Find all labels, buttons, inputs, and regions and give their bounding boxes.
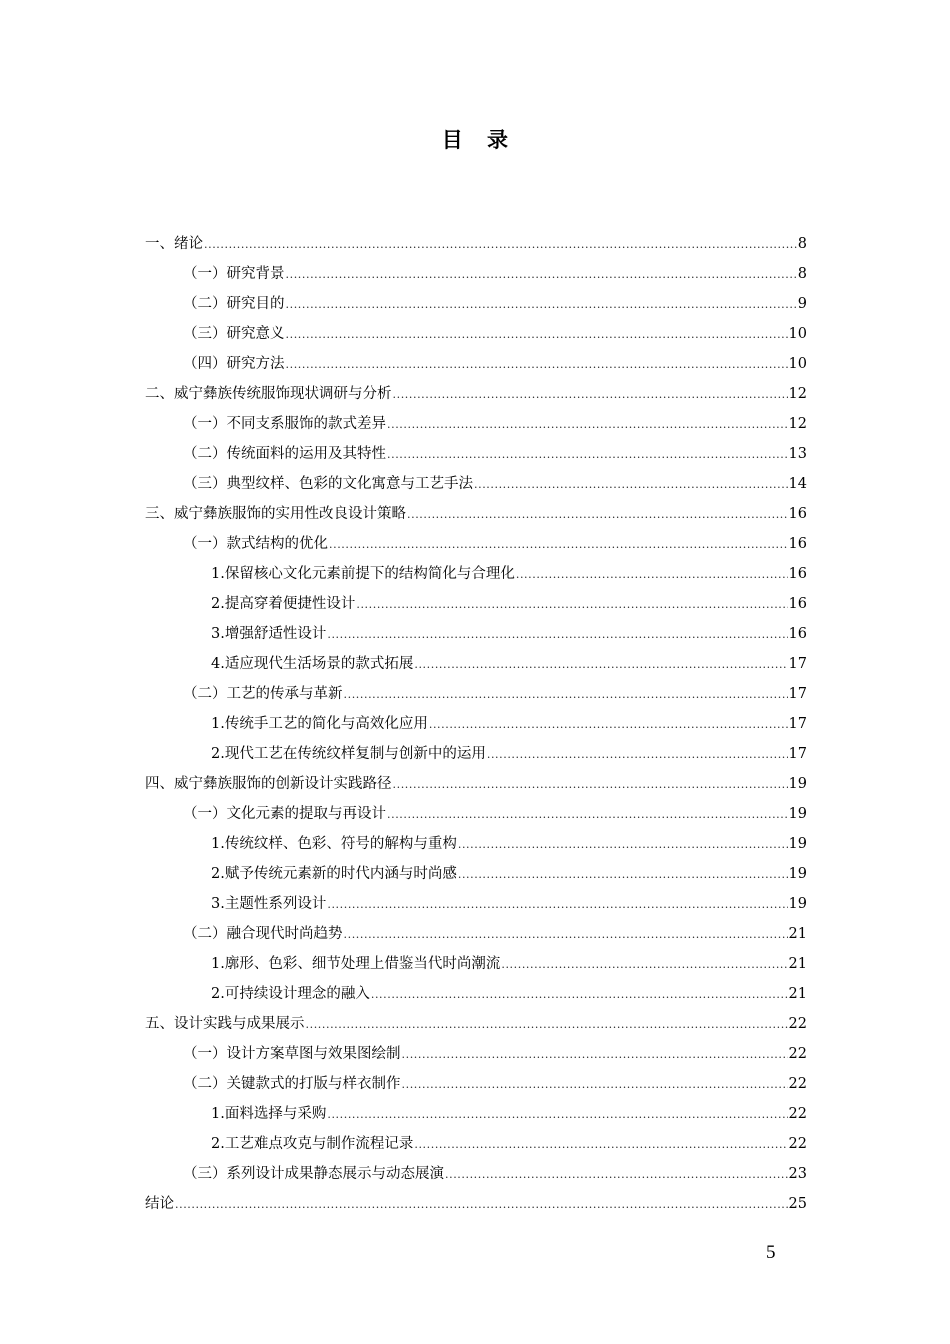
toc-entry[interactable] [145,1039,807,1069]
toc-entry-page: 19 [788,806,807,822]
toc-entry-label: 2.提高穿着便捷性设计 [211,596,356,612]
toc-entry-page: 9 [797,296,807,312]
toc-entry-label: 3.增强舒适性设计 [211,626,327,642]
toc-entry[interactable] [145,649,807,679]
toc-entry[interactable] [145,1189,807,1219]
toc-leader-dots [407,500,788,530]
toc-leader-dots [458,860,788,890]
toc-entry[interactable] [145,319,807,349]
toc-leader-dots [414,1130,787,1160]
toc-entry[interactable] [145,859,807,889]
toc-entry-page: 22 [788,1016,807,1032]
toc-entry-label: （二）研究目的 [183,296,285,312]
toc-entry-page: 17 [788,686,807,702]
toc-entry-label: 三、威宁彝族服饰的实用性改良设计策略 [145,506,406,522]
title-char-1: 目 [441,128,463,152]
toc-entry[interactable] [145,829,807,859]
toc-leader-dots [175,1190,788,1220]
toc-entry-label: （一）款式结构的优化 [183,536,328,552]
toc-leader-dots [356,590,787,620]
toc-entry-page: 19 [788,776,807,792]
toc-leader-dots [327,890,787,920]
toc-entry-page: 22 [788,1106,807,1122]
toc-entry-page: 17 [788,746,807,762]
toc-entry-label: （二）融合现代时尚趋势 [183,926,343,942]
toc-leader-dots [402,1070,788,1100]
toc-entry-page: 21 [788,926,807,942]
toc-entry-label: （一）文化元素的提取与再设计 [183,806,386,822]
toc-entry-label: （一）不同支系服饰的款式差异 [183,416,386,432]
toc-entry[interactable] [145,1009,807,1039]
toc-entry-page: 10 [788,326,807,342]
toc-entry-page: 12 [788,386,807,402]
toc-entry-label: （四）研究方法 [183,356,285,372]
toc-leader-dots [286,320,788,350]
toc-leader-dots [327,620,787,650]
toc-entry-page: 16 [788,536,807,552]
toc-entry-page: 10 [788,356,807,372]
toc-entry-label: （二）传统面料的运用及其特性 [183,446,386,462]
toc-leader-dots [487,740,788,770]
page-number: 5 [766,1242,776,1263]
toc-entry-label: 3.主题性系列设计 [211,896,327,912]
toc-entry[interactable] [145,1159,807,1189]
toc-entry[interactable] [145,349,807,379]
toc-entry[interactable] [145,799,807,829]
toc-entry-page: 22 [788,1046,807,1062]
toc-leader-dots [286,350,788,380]
toc-entry-page: 21 [788,956,807,972]
toc-leader-dots [402,1040,788,1070]
toc-entry[interactable] [145,499,807,529]
toc-entry-label: （二）工艺的传承与革新 [183,686,343,702]
toc-leader-dots [329,530,788,560]
toc-leader-dots [393,380,788,410]
toc-entry[interactable] [145,259,807,289]
toc-entry-page: 16 [788,596,807,612]
toc-leader-dots [327,1100,787,1130]
toc-entry[interactable] [145,529,807,559]
toc-leader-dots [393,770,788,800]
toc-leader-dots [371,980,788,1010]
toc-entry-page: 21 [788,986,807,1002]
toc-entry-label: （一）设计方案草图与效果图绘制 [183,1046,401,1062]
toc-entry[interactable] [145,889,807,919]
toc-entry-page: 16 [788,506,807,522]
title-char-2: 录 [487,128,509,152]
toc-entry-page: 8 [797,236,807,252]
toc-entry-label: （三）研究意义 [183,326,285,342]
toc-entry[interactable] [145,229,807,259]
toc-entry-page: 25 [788,1196,807,1212]
toc-entry-page: 12 [788,416,807,432]
toc-entry[interactable] [145,379,807,409]
toc-entry-page: 17 [788,716,807,732]
toc-entry-label: 1.廓形、色彩、细节处理上借鉴当代时尚潮流 [211,956,501,972]
toc-entry[interactable] [145,439,807,469]
toc-leader-dots [387,410,788,440]
toc-leader-dots [286,290,797,320]
toc-entry[interactable] [145,679,807,709]
toc-leader-dots [445,1160,788,1190]
toc-entry-page: 22 [788,1136,807,1152]
toc-entry-page: 19 [788,896,807,912]
toc-entry-page: 16 [788,626,807,642]
toc-entry[interactable] [145,709,807,739]
toc-leader-dots [387,440,788,470]
toc-entry[interactable] [145,469,807,499]
toc-leader-dots [306,1010,788,1040]
toc-entry-label: 五、设计实践与成果展示 [145,1016,305,1032]
toc-leader-dots [429,710,788,740]
toc-leader-dots [286,260,797,290]
toc-leader-dots [204,230,797,260]
toc-entry-label: 4.适应现代生活场景的款式拓展 [211,656,414,672]
toc-entry[interactable] [145,769,807,799]
table-of-contents [145,229,807,1219]
toc-entry-label: （三）典型纹样、色彩的文化寓意与工艺手法 [183,476,473,492]
toc-entry[interactable] [145,919,807,949]
toc-entry-page: 16 [788,566,807,582]
toc-entry-page: 22 [788,1076,807,1092]
toc-entry-page: 19 [788,836,807,852]
toc-leader-dots [474,470,788,500]
page-title [0,124,950,154]
toc-entry-label: 1.传统手工艺的简化与高效化应用 [211,716,428,732]
toc-leader-dots [344,920,788,950]
toc-leader-dots [501,950,787,980]
toc-leader-dots [458,830,788,860]
toc-entry-label: 结论 [145,1196,174,1212]
toc-entry-label: 1.传统纹样、色彩、符号的解构与重构 [211,836,457,852]
toc-entry-page: 17 [788,656,807,672]
toc-entry[interactable] [145,409,807,439]
toc-entry-label: 2.现代工艺在传统纹样复制与创新中的运用 [211,746,486,762]
toc-entry[interactable] [145,1129,807,1159]
toc-entry-label: 四、威宁彝族服饰的创新设计实践路径 [145,776,392,792]
toc-entry-page: 23 [788,1166,807,1182]
toc-entry-label: 二、威宁彝族传统服饰现状调研与分析 [145,386,392,402]
toc-leader-dots [414,650,787,680]
toc-entry[interactable] [145,1069,807,1099]
toc-entry[interactable] [145,739,807,769]
toc-entry[interactable] [145,979,807,1009]
toc-entry-label: （三）系列设计成果静态展示与动态展演 [183,1166,444,1182]
toc-entry-page: 13 [788,446,807,462]
toc-leader-dots [387,800,788,830]
toc-entry[interactable] [145,949,807,979]
toc-entry-label: 2.可持续设计理念的融入 [211,986,370,1002]
toc-entry[interactable] [145,619,807,649]
toc-entry[interactable] [145,289,807,319]
toc-entry-label: 1.保留核心文化元素前提下的结构简化与合理化 [211,566,515,582]
toc-entry-page: 8 [797,266,807,282]
toc-entry-label: （二）关键款式的打版与样衣制作 [183,1076,401,1092]
toc-entry[interactable] [145,559,807,589]
toc-entry-label: 一、绪论 [145,236,203,252]
toc-entry-label: 2.工艺难点攻克与制作流程记录 [211,1136,414,1152]
toc-entry-label: 2.赋予传统元素新的时代内涵与时尚感 [211,866,457,882]
toc-leader-dots [516,560,788,590]
toc-entry[interactable] [145,589,807,619]
toc-entry[interactable] [145,1099,807,1129]
toc-leader-dots [344,680,788,710]
toc-entry-label: （一）研究背景 [183,266,285,282]
toc-entry-page: 14 [788,476,807,492]
toc-entry-label: 1.面料选择与采购 [211,1106,327,1122]
toc-entry-page: 19 [788,866,807,882]
